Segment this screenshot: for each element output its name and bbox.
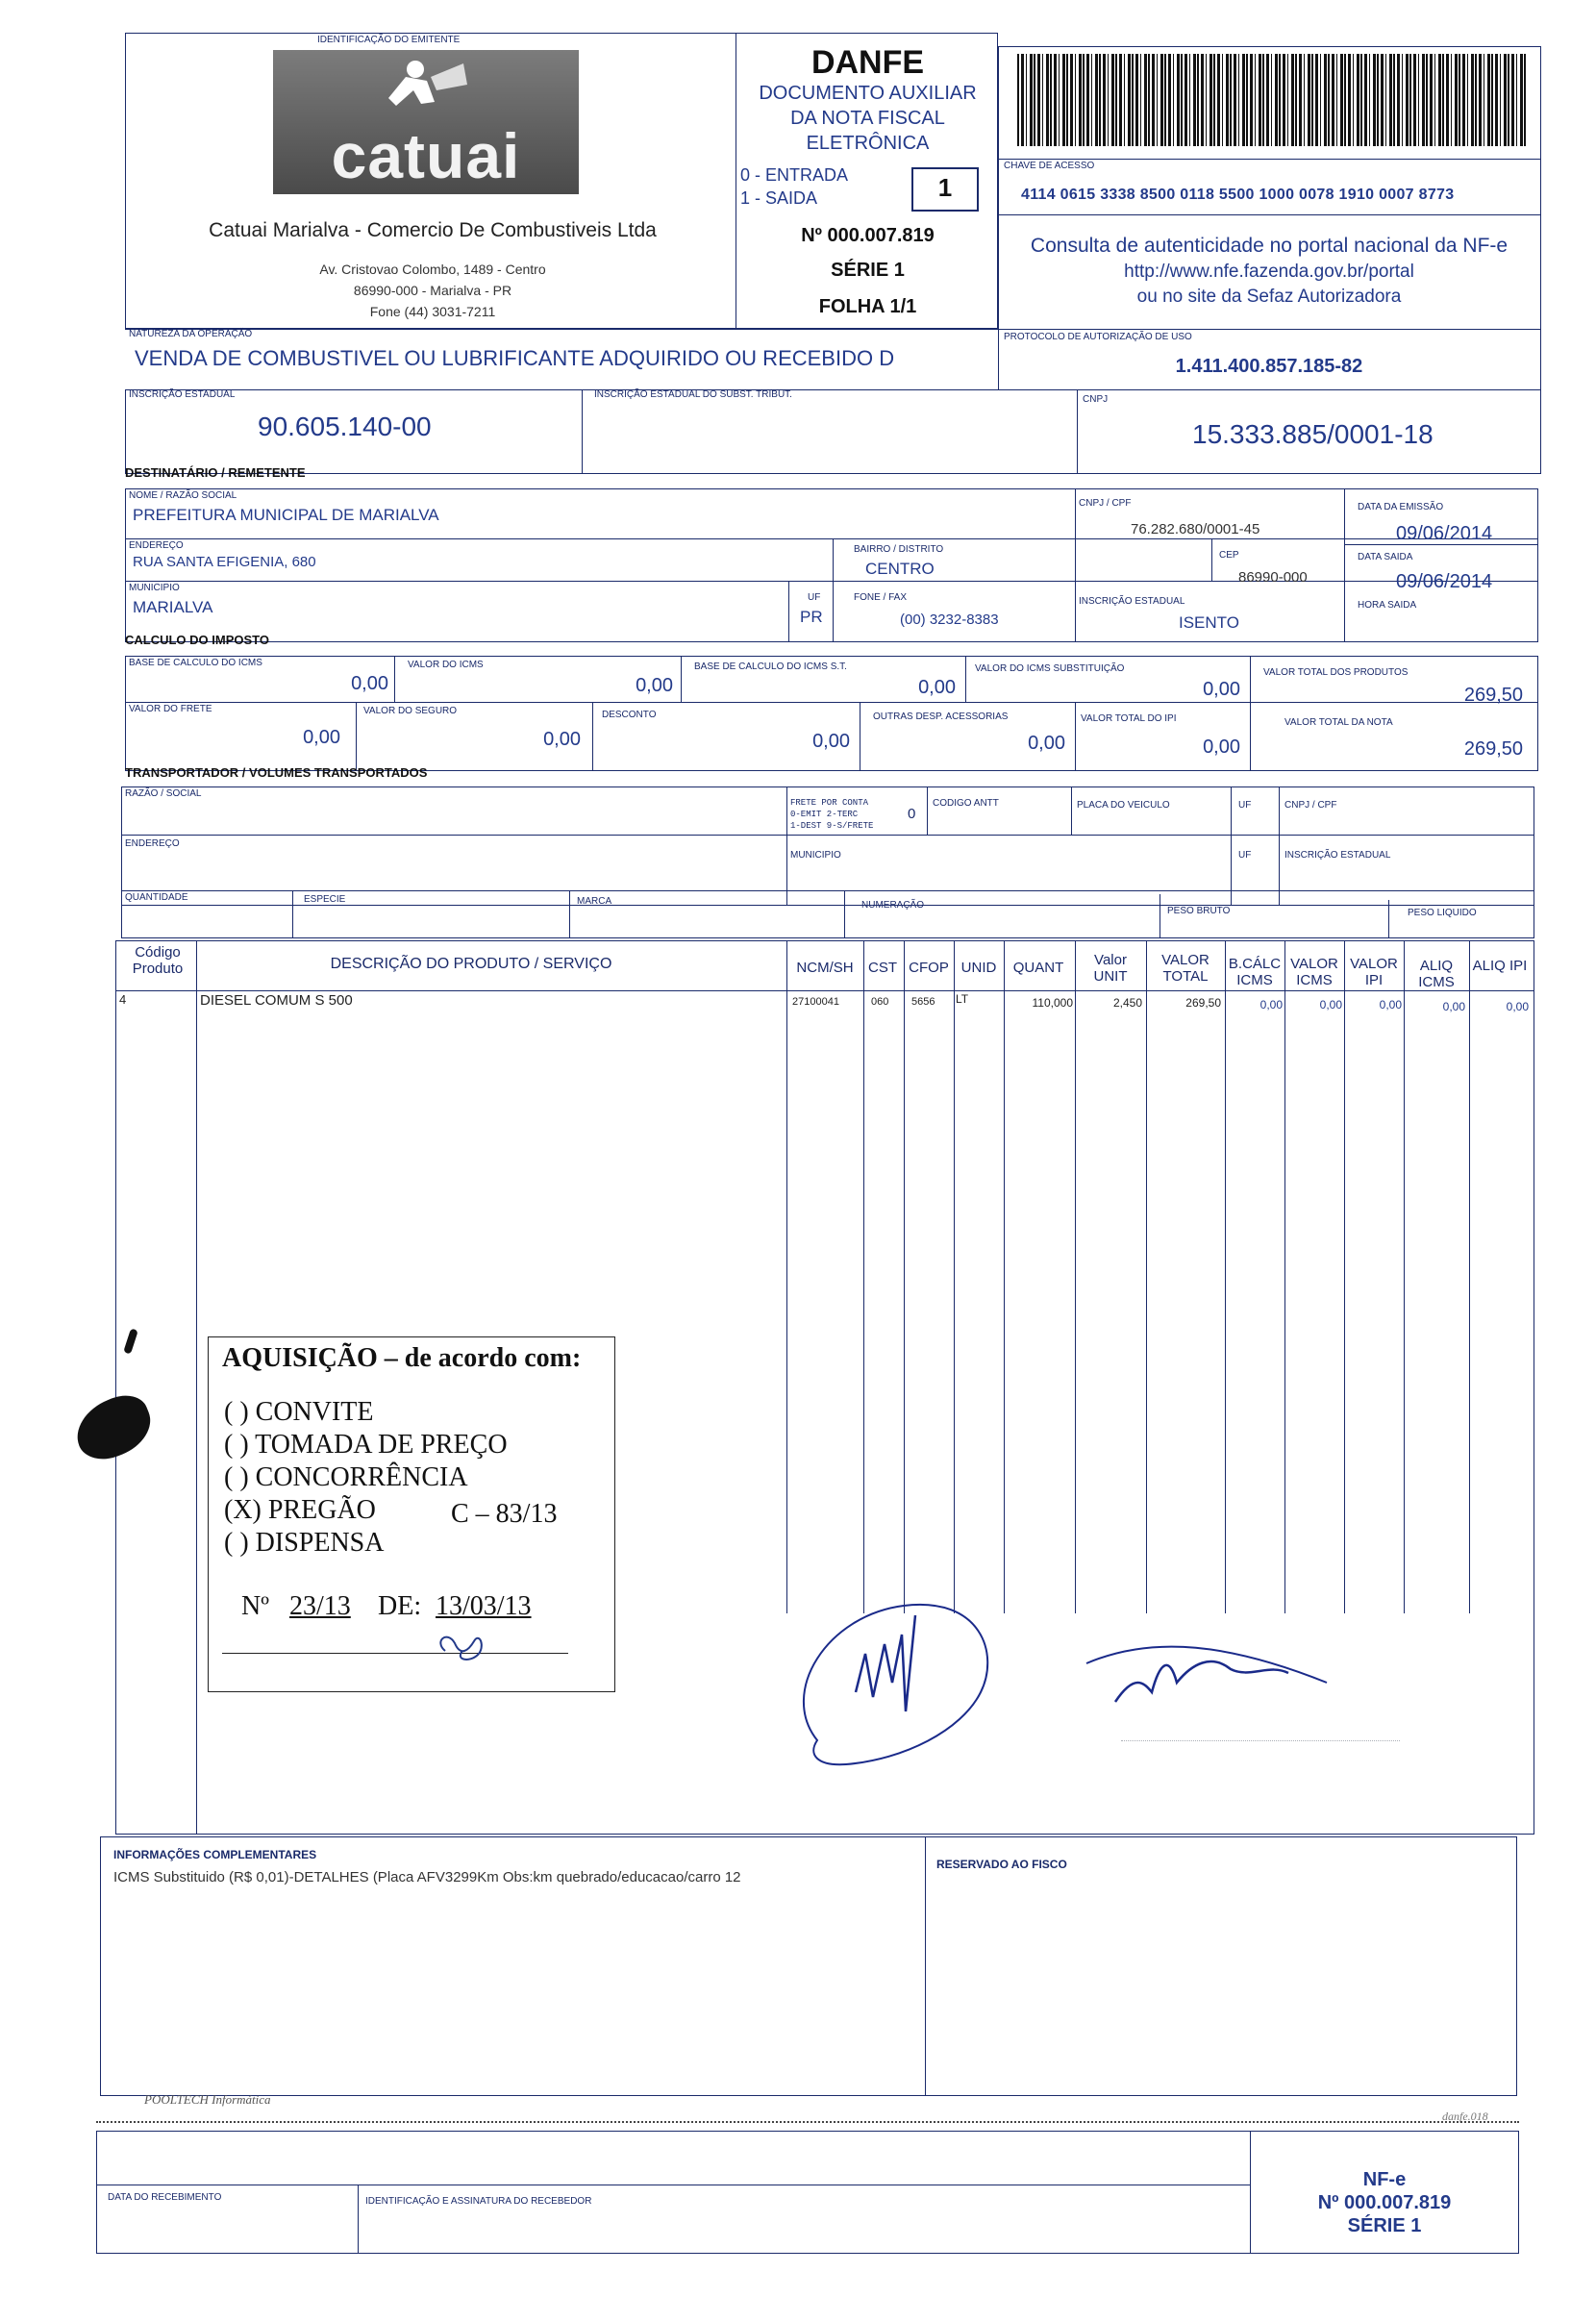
state-reg-value: 90.605.140-00	[258, 412, 432, 441]
discount-label: DESCONTO	[602, 710, 657, 720]
district-value: CENTRO	[865, 560, 935, 578]
stamp-tomada: ( ) TOMADA DE PREÇO	[224, 1430, 508, 1460]
col-unid: UNID	[960, 960, 997, 976]
col-ipi: VALOR IPI	[1350, 956, 1398, 988]
base-icms-label: BASE DE CALCULO DO ICMS	[129, 658, 262, 668]
state-reg-label: INSCRIÇÃO ESTADUAL	[129, 389, 236, 400]
stamp-initials	[426, 1622, 503, 1670]
col-quant: QUANT	[1012, 960, 1064, 976]
nfe-number: Nº 000.007.819	[1317, 2192, 1452, 2213]
row-unit: LT	[956, 992, 969, 1006]
protocol-value: 1.411.400.857.185-82	[1175, 356, 1363, 377]
stamp-num: 23/13	[289, 1591, 351, 1621]
signature-1	[788, 1577, 1019, 1779]
base-icms: 0,00	[351, 673, 388, 694]
transport-uf2-label: UF	[1238, 850, 1252, 861]
row-total: 269,50	[1185, 996, 1221, 1010]
official-stamp	[1121, 1717, 1400, 1769]
note-total-label: VALOR TOTAL DA NOTA	[1284, 717, 1393, 728]
subst-label: INSCRIÇÃO ESTADUAL DO SUBST. TRIBUT.	[594, 389, 792, 400]
danfe-number: Nº 000.007.819	[801, 225, 935, 246]
city-value: MARIALVA	[133, 598, 213, 616]
signature-2	[1077, 1625, 1365, 1711]
numbering-label: NUMERAÇÃO	[861, 900, 925, 911]
table-column-divider	[863, 940, 864, 1613]
table-column-divider	[786, 940, 787, 1613]
access-key-label: CHAVE DE ACESSO	[1004, 161, 1095, 171]
phone-value: (00) 3232-8383	[900, 612, 999, 628]
antt-label: CODIGO ANTT	[933, 798, 999, 809]
district-label: BAIRRO / DISTRITO	[854, 544, 944, 555]
transport-cnpj-label: CNPJ / CPF	[1284, 800, 1337, 811]
cnpj-value: 15.333.885/0001-18	[1192, 419, 1434, 449]
col-base-icms: B.CÁLC ICMS	[1228, 956, 1282, 988]
danfe-subtitle1: DOCUMENTO AUXILIAR	[759, 83, 977, 104]
nfe-series: SÉRIE 1	[1347, 2215, 1422, 2236]
cep-label: CEP	[1219, 550, 1239, 561]
recipient-cnpj-label: CNPJ / CPF	[1079, 498, 1132, 509]
freight-by-text1: FRETE POR CONTA	[790, 798, 869, 808]
cut-line	[96, 2121, 1519, 2123]
row-ncm: 27100041	[792, 996, 839, 1008]
consult-line3: ou no site da Sefaz Autorizadora	[1136, 287, 1402, 307]
table-column-divider	[196, 940, 197, 1835]
row-ipi: 0,00	[1379, 998, 1402, 1011]
recipient-state-reg-label: INSCRIÇÃO ESTADUAL	[1079, 596, 1185, 607]
access-key: 4114 0615 3338 8500 0118 5500 1000 0078 1910 0007 8773	[1021, 187, 1455, 203]
additional-text: ICMS Substituido (R$ 0,01)-DETALHES (Placa AFV3299Km Obs:km quebrado/educacao/carro 12	[113, 1869, 741, 1885]
col-total: VALOR TOTAL	[1161, 952, 1209, 985]
note-total: 269,50	[1463, 738, 1523, 760]
col-unit-value: Valor UNIT	[1093, 952, 1128, 985]
stamp-pregao-ref: C – 83/13	[451, 1499, 558, 1529]
uf-value: PR	[800, 608, 823, 626]
additional-label: INFORMAÇÕES COMPLEMENTARES	[113, 1848, 317, 1861]
products-total-label: VALOR TOTAL DOS PRODUTOS	[1263, 667, 1409, 678]
stamp-date: 13/03/13	[436, 1591, 532, 1621]
freight-by-text2: 0-EMIT 2-TERC	[790, 810, 859, 819]
col-desc: DESCRIÇÃO DO PRODUTO / SERVIÇO	[330, 956, 612, 972]
ipi-label: VALOR TOTAL DO IPI	[1081, 713, 1177, 724]
row-icms: 0,00	[1319, 998, 1342, 1011]
barcode	[1017, 54, 1527, 146]
danfe-title: DANFE	[810, 44, 925, 81]
danfe-type-value: 1	[937, 173, 953, 202]
acquisition-stamp	[208, 1336, 615, 1692]
tax-section: CALCULO DO IMPOSTO	[125, 633, 269, 647]
row-cfop: 5656	[911, 996, 935, 1008]
freight-label: VALOR DO FRETE	[129, 704, 212, 714]
emitter-phone: Fone (44) 3031-7211	[369, 304, 496, 319]
transport-state-reg-label: INSCRIÇÃO ESTADUAL	[1284, 850, 1391, 861]
danfe-entry: 0 - ENTRADA	[740, 165, 849, 185]
stamp-pregao: (X) PREGÃO	[224, 1495, 376, 1525]
ipi: 0,00	[1203, 737, 1240, 758]
uf-label: UF	[808, 592, 821, 603]
table-column-divider	[1404, 940, 1405, 1613]
stamp-dispensa: ( ) DISPENSA	[224, 1528, 385, 1558]
table-column-divider	[904, 940, 905, 1613]
species-label: ESPECIE	[304, 894, 346, 905]
table-column-divider	[1469, 940, 1470, 1613]
company-logo	[273, 50, 579, 194]
table-column-divider	[1284, 940, 1285, 1613]
base-st: 0,00	[918, 677, 956, 698]
other-label: OUTRAS DESP. ACESSORIAS	[873, 712, 1009, 722]
icms-st-label: VALOR DO ICMS SUBSTITUIÇÃO	[975, 663, 1125, 674]
city-label: MUNICIPIO	[129, 583, 180, 593]
col-cfop: CFOP	[909, 960, 949, 976]
danfe-subtitle3: ELETRÔNICA	[806, 133, 930, 154]
recipient-cnpj: 76.282.680/0001-45	[1131, 521, 1260, 537]
consult-line2: http://www.nfe.fazenda.gov.br/portal	[1124, 262, 1414, 282]
stamp-concorrencia: ( ) CONCORRÊNCIA	[224, 1462, 468, 1492]
address-label: ENDEREÇO	[129, 540, 184, 551]
row-aliq-icms: 0,00	[1442, 1000, 1465, 1013]
table-column-divider	[1344, 940, 1345, 1613]
transport-address-label: ENDEREÇO	[125, 838, 180, 849]
emitter-address1: Av. Cristovao Colombo, 1489 - Centro	[319, 262, 546, 277]
cep-value: 86990-000	[1238, 569, 1308, 586]
exit-time-label: HORA SAIDA	[1358, 600, 1417, 611]
freight-by-value: 0	[908, 806, 916, 822]
row-qty: 110,000	[1032, 996, 1073, 1010]
danfe-exit: 1 - SAIDA	[740, 188, 818, 208]
col-code: Código Produto	[132, 944, 184, 977]
discount: 0,00	[812, 731, 850, 752]
emitter-section-label: IDENTIFICAÇÃO DO EMITENTE	[317, 35, 461, 45]
col-aliq-ipi: ALIQ IPI	[1472, 958, 1528, 974]
qty-label: QUANTIDADE	[125, 892, 188, 903]
consult-line1: Consulta de autenticidade no portal nacional da NF-e	[1030, 235, 1509, 257]
recipient-name-label: NOME / RAZÃO SOCIAL	[129, 490, 237, 501]
row-unit-value: 2,450	[1112, 996, 1142, 1010]
nature-value: VENDA DE COMBUSTIVEL OU LUBRIFICANTE ADQUIRIDO OU RECEBIDO D	[135, 346, 895, 370]
freight-by-text3: 1-DEST 9-S/FRETE	[790, 821, 874, 831]
icms: 0,00	[636, 675, 673, 696]
col-icms: VALOR ICMS	[1290, 956, 1338, 988]
recipient-name: PREFEITURA MUNICIPAL DE MARIALVA	[133, 506, 439, 524]
table-column-divider	[1225, 940, 1226, 1613]
net-weight-label: PESO LIQUIDO	[1408, 908, 1477, 918]
transport-section: TRANSPORTADOR / VOLUMES TRANSPORTADOS	[125, 765, 428, 780]
table-column-divider	[954, 940, 955, 1613]
table-column-divider	[1146, 940, 1147, 1613]
brand-label: MARCA	[577, 896, 612, 907]
col-ncm: NCM/SH	[796, 960, 854, 976]
insurance-label: VALOR DO SEGURO	[363, 706, 458, 716]
danfe-subtitle2: DA NOTA FISCAL	[790, 108, 945, 129]
transport-uf-label: UF	[1238, 800, 1252, 811]
phone-label: FONE / FAX	[854, 592, 908, 603]
base-st-label: BASE DE CALCULO DO ICMS S.T.	[694, 662, 847, 672]
reserved-label: RESERVADO AO FISCO	[936, 1858, 1067, 1871]
icms-st: 0,00	[1203, 679, 1240, 700]
icms-label: VALOR DO ICMS	[408, 660, 484, 670]
emission-date: 09/06/2014	[1396, 523, 1493, 544]
row-aliq-ipi: 0,00	[1506, 1000, 1529, 1013]
insurance: 0,00	[543, 729, 581, 750]
stamp-num-label: Nº	[241, 1591, 269, 1621]
freight: 0,00	[303, 727, 340, 748]
nature-label: NATUREZA DA OPERAÇÃO	[129, 329, 253, 339]
flag-person-icon	[367, 56, 483, 123]
logo-text: catuai	[331, 120, 521, 191]
footer-code: danfe.018	[1442, 2110, 1488, 2123]
recipient-state-reg: ISENTO	[1179, 613, 1239, 632]
receipt-sign-label: IDENTIFICAÇÃO E ASSINATURA DO RECEBEDOR	[365, 2196, 592, 2207]
software-credit: POOLTECH Informática	[144, 2092, 271, 2107]
table-column-divider	[1004, 940, 1005, 1613]
exit-date-label: DATA SAIDA	[1358, 552, 1413, 562]
address-value: RUA SANTA EFIGENIA, 680	[133, 554, 316, 570]
protocol-label: PROTOCOLO DE AUTORIZAÇÃO DE USO	[1004, 332, 1192, 342]
emitter-name: Catuai Marialva - Comercio De Combustiveis Ltda	[209, 219, 657, 241]
nfe-label: NF-e	[1362, 2169, 1407, 2190]
recipient-section: DESTINATÁRIO / REMETENTE	[125, 465, 306, 480]
col-cst: CST	[868, 960, 897, 976]
gross-weight-label: PESO BRUTO	[1167, 906, 1231, 916]
emission-label: DATA DA EMISSÃO	[1358, 502, 1444, 512]
col-aliq-icms: ALIQ ICMS	[1418, 958, 1455, 990]
receipt-date-label: DATA DO RECEBIMENTO	[108, 2192, 222, 2203]
carrier-name-label: RAZÃO / SOCIAL	[125, 788, 202, 799]
plate-label: PLACA DO VEICULO	[1077, 800, 1170, 811]
row-cst: 060	[871, 996, 889, 1008]
exit-date: 09/06/2014	[1396, 571, 1493, 592]
table-column-divider	[1075, 940, 1076, 1613]
row-code: 4	[119, 992, 127, 1007]
stamp-date-label: DE:	[378, 1591, 422, 1621]
row-base-icms: 0,00	[1259, 998, 1283, 1011]
stamp-convite: ( ) CONVITE	[224, 1397, 374, 1427]
row-desc: DIESEL COMUM S 500	[200, 992, 353, 1009]
danfe-series: SÉRIE 1	[831, 260, 905, 281]
cnpj-label: CNPJ	[1083, 394, 1109, 405]
emitter-address2: 86990-000 - Marialva - PR	[353, 283, 512, 298]
stamp-title: AQUISIÇÃO – de acordo com:	[222, 1343, 582, 1373]
transport-city-label: MUNICIPIO	[790, 850, 841, 861]
danfe-sheet: FOLHA 1/1	[818, 296, 917, 317]
other: 0,00	[1028, 733, 1065, 754]
products-total: 269,50	[1463, 685, 1523, 706]
